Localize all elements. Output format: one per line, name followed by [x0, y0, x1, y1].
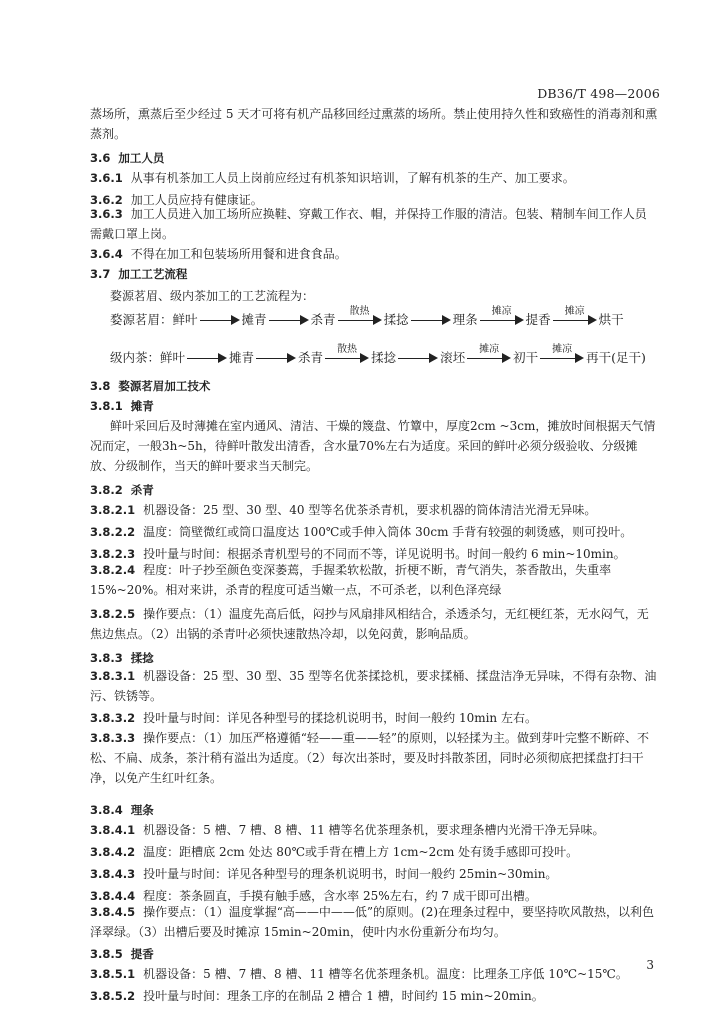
paragraph-3-8-1: 鲜叶采回后及时薄摊在室内通风、清洁、干燥的篾盘、竹簟中，厚度2cm ~3cm，摊放时间根据天气情况而定，一般3h~5h，待鲜叶散发出清香，含水量70%左右为适度。采回的鲜叶必须分级验收、分级摊放、分级制作，当天的鲜叶要求当天制完。	[90, 419, 656, 473]
clause-3-8-4-1	[90, 820, 605, 840]
clause-3-8-4-3	[90, 864, 557, 884]
clause-number: 3.8.4.3	[90, 867, 136, 881]
flow-arrow	[200, 308, 240, 328]
flow-arrow: 摊凉	[480, 308, 524, 328]
clause-number: 3.6.4	[90, 247, 123, 261]
section-number: 3.7	[90, 267, 111, 281]
section-number: 3.8.3	[90, 651, 123, 665]
clause-number: 3.6.1	[90, 171, 123, 185]
clause-3-6-1	[90, 168, 575, 188]
flow-label: 级内茶：	[110, 350, 161, 365]
page-number: 3	[646, 958, 654, 972]
flow-step: 鲜叶	[172, 312, 198, 327]
section-title: 婺源茗眉加工技术	[118, 379, 211, 393]
clause-3-8-3-3	[90, 728, 658, 788]
clause-text: 机器设备：25 型、30 型、35 型等名优茶揉捻机，要求揉桶、揉盘洁净无异味，不得有杂物、油污、铁锈等。	[90, 669, 657, 703]
clause-text: 投叶量与时间：详见各种型号的理条机说明书，时间一般约 25min~30min。	[143, 867, 558, 881]
clause-number: 3.8.2.2	[90, 525, 136, 539]
clause-number: 3.8.3.3	[90, 731, 136, 745]
flow-step: 揉捻	[383, 312, 409, 327]
clause-text: 操作要点：（1）温度掌握“高——中——低”的原则。(2)在理条过程中，要坚持吹风散热，以利色泽翠绿。（3）出槽后要及时摊凉 15min~20min，使叶内水份重新分布均匀。	[90, 905, 655, 939]
flow-step: 烘干	[598, 312, 624, 327]
flow-step: 摊青	[229, 350, 255, 365]
flow-arrow: 散热	[338, 308, 382, 328]
flow-arrow	[187, 346, 227, 366]
flow-step: 滚坯	[440, 350, 466, 365]
clause-text: 机器设备：5 槽、7 槽、8 槽、11 槽等名优茶理条机，要求理条槽内光滑干净无异味。	[143, 823, 605, 837]
clause-3-8-3-2	[90, 708, 537, 728]
clause-number: 3.8.4.1	[90, 823, 136, 837]
clause-number: 3.8.4.2	[90, 845, 136, 859]
clause-number: 3.8.2.4	[90, 563, 136, 577]
clause-3-8-5-2	[90, 986, 544, 1006]
flow-arrow	[269, 308, 309, 328]
clause-text: 温度：距槽底 2cm 处达 80℃或手背在槽上方 1cm~2cm 处有烫手感即可投叶。	[143, 845, 579, 859]
clause-number: 3.6.2	[90, 193, 123, 207]
intro-paragraph: 蒸场所，熏蒸后至少经过 5 天才可将有机产品移回经过熏蒸的场所。禁止使用持久性和致癌性的消毒剂和熏蒸剂。	[90, 107, 658, 141]
section-title: 理条	[130, 803, 154, 817]
flow-step: 理条	[452, 312, 478, 327]
clause-number: 3.8.5.2	[90, 989, 136, 1003]
flow-step: 摊青	[241, 312, 267, 327]
clause-text: 加工人员进入加工场所应换鞋、穿戴工作衣、帽，并保持工作服的清洁。包装、精制车间工作人员需戴口罩上岗。	[90, 207, 647, 241]
section-title: 摊青	[130, 399, 154, 413]
process-flow-jineicha	[110, 346, 646, 366]
flow-arrow: 散热	[325, 346, 369, 366]
clause-text: 投叶量与时间：详见各种型号的揉捻机说明书，时间一般约 10min 左右。	[143, 711, 537, 725]
process-intro: 婺源茗眉、级内茶加工的工艺流程为：	[110, 289, 315, 303]
section-number: 3.8.5	[90, 947, 123, 961]
clause-3-8-2-5	[90, 604, 658, 644]
clause-3-8-5-1	[90, 964, 628, 984]
flow-step: 杀青	[310, 312, 336, 327]
clause-text: 投叶量与时间：根据杀青机型号的不同而不等，详见说明书。时间一般约 6 min~10min。	[143, 547, 626, 561]
flow-step: 提香	[525, 312, 551, 327]
clause-number: 3.8.4.5	[90, 905, 136, 919]
flow-step: 揉捻	[371, 350, 397, 365]
flow-arrow	[411, 308, 451, 328]
flow-arrow: 摊凉	[467, 346, 511, 366]
section-3-8-5	[90, 944, 154, 964]
flow-arrow: 摊凉	[553, 308, 597, 328]
section-title: 加工工艺流程	[118, 267, 188, 281]
clause-text: 程度：叶子抄至颜色变深萎蔫，手握柔软松散，折梗不断，青气消失，茶香散出，失重率 15%~20%。相对来讲，杀青的程度可适当嫩一点，不可杀老，以利色泽亮绿	[90, 563, 612, 597]
clause-3-8-2-1	[90, 500, 596, 520]
flow-label: 婺源茗眉：	[110, 312, 173, 327]
process-flow-wuyuan-mingmei	[110, 308, 624, 328]
section-title: 杀青	[130, 483, 154, 497]
flow-arrow	[398, 346, 438, 366]
clause-3-8-2-2	[90, 522, 632, 542]
section-number: 3.8.2	[90, 483, 123, 497]
clause-text: 投叶量与时间：理条工序的在制品 2 槽合 1 槽，时间约 15 min~20min。	[143, 989, 544, 1003]
flow-arrow	[256, 346, 296, 366]
section-number: 3.8.1	[90, 399, 123, 413]
clause-number: 3.6.3	[90, 207, 123, 221]
clause-3-8-4-5	[90, 902, 658, 942]
section-title: 加工人员	[118, 151, 165, 165]
flow-step: 再干(足干)	[586, 350, 646, 365]
clause-text: 操作要点：（1）温度先高后低，闷抄与风扇排风相结合，杀透杀匀，无红梗红茶，无水闷气，无焦边焦点。（2）出锅的杀青叶必须快速散热冷却，以免闷黄，影响品质。	[90, 607, 649, 641]
section-3-8-2	[90, 480, 154, 500]
clause-number: 3.8.4.4	[90, 889, 136, 903]
section-number: 3.6	[90, 151, 111, 165]
clause-text: 机器设备：5 槽、7 槽、8 槽、11 槽等名优茶理条机。温度：比理条工序低 10℃~15℃。	[143, 967, 628, 981]
clause-3-8-4-2	[90, 842, 578, 862]
section-title: 揉捻	[130, 651, 154, 665]
clause-3-8-2-4	[90, 560, 658, 600]
section-3-8	[90, 376, 210, 396]
clause-3-6-4	[90, 244, 347, 264]
clause-number: 3.8.2.5	[90, 607, 136, 621]
section-title: 提香	[130, 947, 154, 961]
clause-text: 温度：筒壁微红或筒口温度达 100℃或手伸入筒体 30cm 手背有较强的刺烫感，则可投叶。	[143, 525, 633, 539]
clause-text: 操作要点：（1）加压严格遵循“轻——重——轻”的原则，以轻揉为主。做到芽叶完整不断碎、不松、不扁、成条，茶汁稍有溢出为适度。（2）每次出茶时，要及时抖散茶团，同时必须彻底把揉盘打扫干净，以免产生红叶红条。	[90, 731, 650, 785]
clause-number: 3.8.2.1	[90, 503, 136, 517]
section-3-8-3	[90, 648, 154, 668]
clause-text: 不得在加工和包装场所用餐和进食食品。	[130, 247, 347, 261]
section-number: 3.8.4	[90, 803, 123, 817]
section-3-7	[90, 264, 187, 284]
section-3-8-4	[90, 800, 154, 820]
flow-step: 杀青	[298, 350, 324, 365]
flow-arrow: 摊凉	[540, 346, 584, 366]
clause-number: 3.8.3.2	[90, 711, 136, 725]
clause-number: 3.8.5.1	[90, 967, 136, 981]
clause-3-8-3-1	[90, 666, 658, 706]
section-number: 3.8	[90, 379, 111, 393]
clause-text: 加工人员应持有健康证。	[130, 193, 263, 207]
flow-step: 初干	[513, 350, 539, 365]
section-3-6	[90, 148, 164, 168]
clause-number: 3.8.3.1	[90, 669, 136, 683]
flow-step: 鲜叶	[160, 350, 186, 365]
section-3-8-1	[90, 396, 154, 416]
clause-text: 从事有机茶加工人员上岗前应经过有机茶知识培训，了解有机茶的生产、加工要求。	[130, 171, 575, 185]
clause-3-6-3	[90, 204, 658, 244]
clause-number: 3.8.2.3	[90, 547, 136, 561]
clause-text: 机器设备：25 型、30 型、40 型等名优茶杀青机，要求机器的筒体清洁光滑无异味。	[143, 503, 597, 517]
clause-text: 程度：茶条圆直，手摸有触手感，含水率 25%左右，约 7 成干即可出槽。	[143, 889, 537, 903]
document-code: DB36/T 498—2006	[537, 86, 660, 101]
